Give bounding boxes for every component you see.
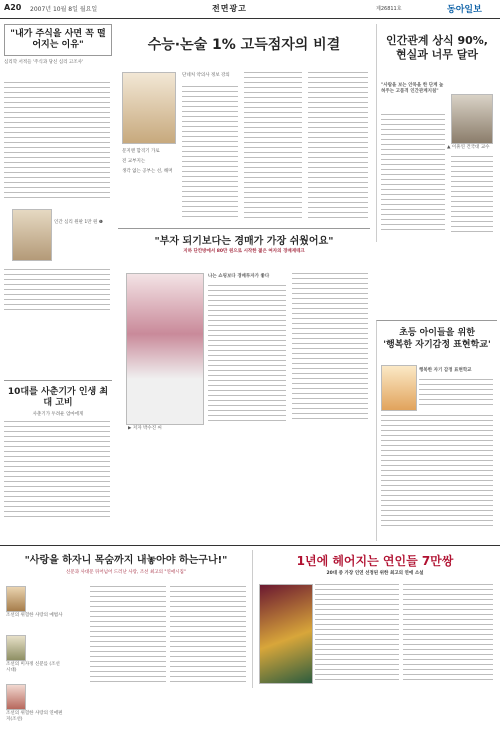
page-number: A20: [4, 3, 22, 12]
right-title-2: 현실과 너무 달라: [395, 48, 479, 61]
right-col-1: [381, 114, 445, 234]
bottom-left-subtitle: 신문과 사대문 뒤어넘어 드러난 사랑, 조선 최고의 "연애시집": [66, 570, 186, 575]
newspaper-logo: 동아일보: [447, 5, 482, 15]
middle-title: "부자 되기보다는 경매가 가장 쉬웠어요": [154, 236, 334, 247]
right-middle-ad: [376, 320, 497, 541]
middle-subtitle: 지하 단칸방에서 80만 원으로 시작한 젊은 여자의 경매재테크: [183, 249, 305, 254]
book-cover-image: [12, 209, 52, 261]
bottom-left-ad: [4, 550, 248, 722]
center-top-ad: [118, 24, 370, 224]
right-title-1: 인간관계 상식 90%,: [386, 34, 488, 47]
center-col-3: [308, 72, 368, 222]
middle-photo-caption: ▶ 저자 박수진 씨: [128, 426, 162, 431]
bottom-right-subtitle: 20대 중 가장 인연 선정된 위한 최고의 연애 소설: [326, 571, 424, 576]
left-title-box: [4, 24, 112, 56]
left-body-text: [4, 82, 110, 202]
bottom-left-books: [6, 586, 86, 729]
right-col-2: [451, 156, 493, 236]
bottom-right-title: 1년에 헤어지는 연인들 7만쌍: [296, 554, 454, 568]
middle-col-1: [208, 285, 286, 425]
right-mid-sub: 행복한 자기 감정 표현학교: [419, 368, 472, 373]
book-item-1: 조선의 위험한 사랑의 예법사: [6, 613, 63, 618]
author-photo: [451, 94, 493, 144]
ad2-body-text: [4, 421, 110, 521]
left-body-text-2: [4, 269, 110, 314]
left-ad-2: [4, 380, 112, 541]
ad2-subtitle: 사춘기가 두려운 엄마에게: [32, 412, 84, 417]
center-book-list: [122, 148, 180, 174]
book-item-2: 조선의 미자정 신분를 (조선시대): [6, 662, 60, 673]
center-book-image: [122, 72, 176, 144]
bottom-right-col-2: [403, 584, 493, 684]
section-divider: [0, 545, 500, 546]
center-book-1: 문지맨 합격기 가로: [122, 149, 160, 154]
edition-number: 제26811호: [376, 6, 402, 12]
right-mid-col-1: [419, 379, 493, 409]
newspaper-header: [0, 0, 500, 19]
middle-col-2: [292, 273, 368, 423]
right-mid-col-2: [381, 415, 493, 530]
left-subtitle: 심리학 서적들 '주식과 당신 심리 고조사': [4, 60, 84, 65]
left-column-ad: [4, 24, 112, 359]
bottom-left-title: "사랑을 하자니 목숨까지 내놓아야 하는구나!": [24, 555, 228, 566]
book-thumb-2: [6, 635, 26, 661]
book-thumb-3: [6, 684, 26, 710]
section-name: 전면광고: [212, 4, 247, 13]
bottom-right-col-1: [315, 584, 399, 684]
ad2-title: 10대를 사춘기가 인생 최대 고비: [7, 387, 109, 408]
right-mid-book-image: [381, 365, 417, 411]
center-sub-heading: 단네처 약의사 정보 강의: [182, 73, 230, 78]
center-book-2: 전 교부지는: [122, 159, 146, 164]
left-title: "내가 주식을 사면 꼭 떨어지는 이유": [10, 29, 106, 50]
center-col-1: [182, 86, 238, 221]
center-main-title: 수능·논술 1% 고득점자의 비결: [147, 37, 341, 53]
book-item-3: 조선의 위험한 사랑의 연애편지(조선): [6, 711, 63, 722]
bottom-right-ad: [252, 550, 497, 688]
right-top-ad: [376, 24, 497, 242]
right-mid-title-2: '행복한 자기감정 표현학교': [383, 340, 491, 350]
illustrated-book-cover: [259, 584, 313, 684]
right-mid-title-1: 초등 아이들을 위한: [399, 328, 475, 338]
center-book-3: 생각 없는 공부는 선, 해머: [122, 169, 173, 174]
issue-date: 2007년 10월 8일 월요일: [30, 6, 98, 13]
author-caption: ▲ 이휴연 건국대 교수: [447, 145, 490, 150]
book1-caption: 인간 심리 원판 1만 원 ❶: [54, 220, 103, 225]
center-col-2: [244, 72, 302, 222]
bottom-left-col-1: [90, 586, 166, 686]
middle-ad: [118, 228, 370, 439]
book-thumb-1: [6, 586, 26, 612]
bottom-left-col-2: [170, 586, 246, 686]
author-photo-woman: [126, 273, 204, 425]
middle-col-head: 나는 쇼핑보다 경매투자가 좋다: [208, 274, 270, 279]
right-subhead: "사람을 보는 안목을 한 단계 높혀주는 고품격 인간관계지침": [381, 83, 444, 94]
